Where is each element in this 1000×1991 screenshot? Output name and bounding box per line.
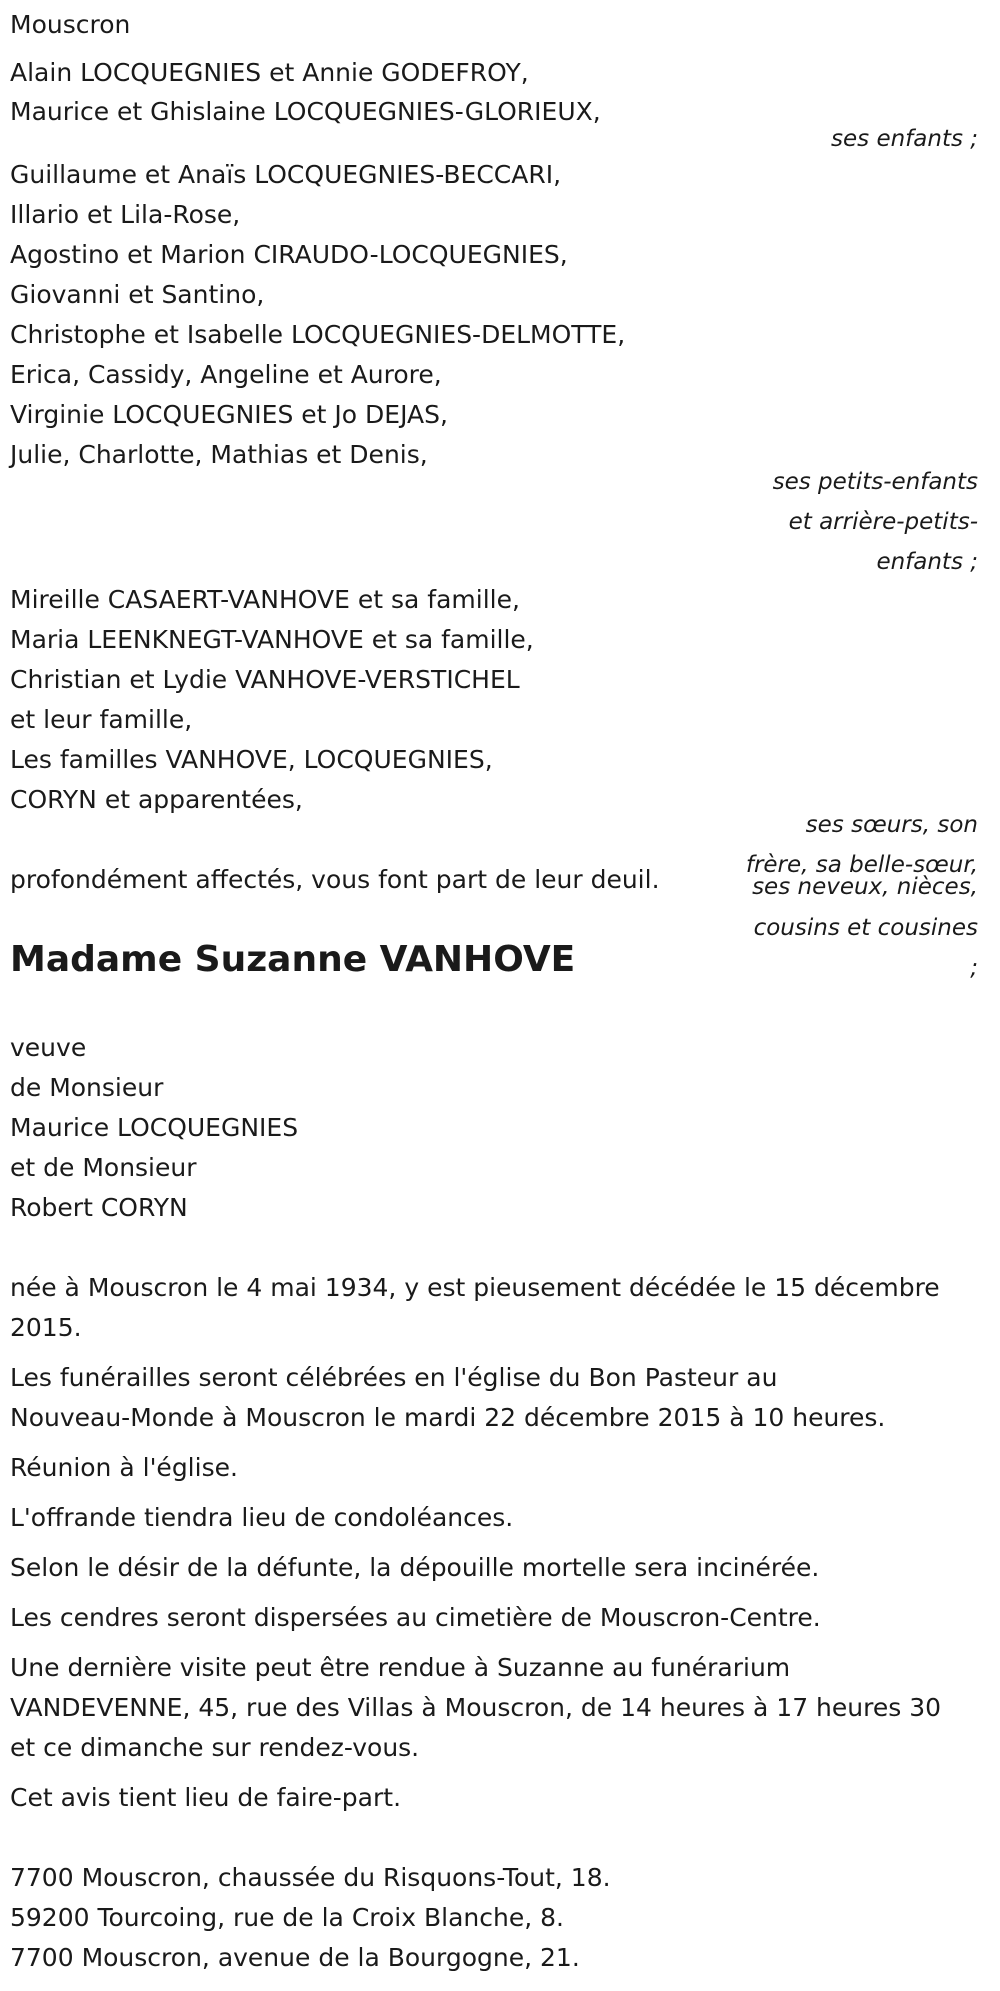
ashes-line: Les cendres seront dispersées au cimetière de Mouscron-Centre. bbox=[10, 1603, 821, 1632]
widow-line: Robert CORYN bbox=[10, 1193, 188, 1222]
birth-line: née à Mouscron le 4 mai 1934, y est pieusement décédée le 15 décembre bbox=[10, 1273, 940, 1302]
sibling-line: Maria LEENKNEGT-VANHOVE et sa famille, bbox=[10, 625, 534, 654]
sibling-line: Mireille CASAERT-VANHOVE et sa famille, bbox=[10, 585, 520, 614]
widow-line: veuve bbox=[10, 1033, 87, 1062]
sibling-line: Christian et Lydie VANHOVE-VERSTICHEL bbox=[10, 665, 520, 694]
grandchild-line: Guillaume et Anaïs LOCQUEGNIES-BECCARI, bbox=[10, 160, 562, 189]
child-line: Alain LOCQUEGNIES et Annie GODEFROY, bbox=[10, 58, 529, 87]
reunion-line: Réunion à l'église. bbox=[10, 1453, 238, 1482]
siblings-role: ses neveux, nièces, bbox=[752, 874, 978, 900]
grandchild-line: Agostino et Marion CIRAUDO-LOCQUEGNIES, bbox=[10, 240, 568, 269]
grandchild-line: Erica, Cassidy, Angeline et Aurore, bbox=[10, 360, 442, 389]
siblings-role: ses sœurs, son bbox=[805, 812, 978, 838]
grandchild-line: Virginie LOCQUEGNIES et Jo DEJAS, bbox=[10, 400, 448, 429]
grandchild-line: Christophe et Isabelle LOCQUEGNIES-DELMOTTE, bbox=[10, 320, 626, 349]
visit-line: VANDEVENNE, 45, rue des Villas à Mouscron, de 14 heures à 17 heures 30 bbox=[10, 1693, 942, 1722]
deceased-name: Madame Suzanne VANHOVE bbox=[10, 939, 576, 980]
grandchild-line: Julie, Charlotte, Mathias et Denis, bbox=[10, 440, 428, 469]
children-role: ses enfants ; bbox=[831, 126, 978, 152]
sibling-line: Les familles VANHOVE, LOCQUEGNIES, bbox=[10, 745, 493, 774]
siblings-role: frère, sa belle-sœur, bbox=[745, 852, 978, 878]
funeral-line: Les funérailles seront célébrées en l'église du Bon Pasteur au bbox=[10, 1363, 778, 1392]
sibling-line: CORYN et apparentées, bbox=[10, 785, 303, 814]
cremation-line: Selon le désir de la défunte, la dépouille mortelle sera incinérée. bbox=[10, 1553, 820, 1582]
grandchildren-role: ses petits-enfants bbox=[772, 469, 978, 495]
funeral-line: Nouveau-Monde à Mouscron le mardi 22 décembre 2015 à 10 heures. bbox=[10, 1403, 886, 1432]
widow-line: Maurice LOCQUEGNIES bbox=[10, 1113, 299, 1142]
notice-line: Cet avis tient lieu de faire-part. bbox=[10, 1783, 402, 1812]
widow-line: et de Monsieur bbox=[10, 1153, 197, 1182]
address-line: 59200 Tourcoing, rue de la Croix Blanche, 8. bbox=[10, 1903, 564, 1932]
visit-line: Une dernière visite peut être rendue à Suzanne au funérarium bbox=[10, 1653, 791, 1682]
sibling-line: et leur famille, bbox=[10, 705, 193, 734]
grandchildren-role: et arrière-petits- bbox=[788, 509, 978, 535]
siblings-role: cousins et cousines bbox=[753, 915, 978, 941]
announcement: profondément affectés, vous font part de leur deuil. bbox=[10, 865, 660, 894]
visit-line: et ce dimanche sur rendez-vous. bbox=[10, 1733, 420, 1762]
child-line: Maurice et Ghislaine LOCQUEGNIES-GLORIEUX, bbox=[10, 97, 601, 126]
siblings-role: ; bbox=[970, 955, 978, 981]
address-line: 7700 Mouscron, avenue de la Bourgogne, 21. bbox=[10, 1943, 580, 1972]
grandchildren-role: enfants ; bbox=[876, 549, 978, 575]
birth-line: 2015. bbox=[10, 1313, 82, 1342]
offering-line: L'offrande tiendra lieu de condoléances. bbox=[10, 1503, 514, 1532]
widow-line: de Monsieur bbox=[10, 1073, 164, 1102]
address-line: 7700 Mouscron, chaussée du Risquons-Tout, 18. bbox=[10, 1863, 611, 1892]
grandchild-line: Illario et Lila-Rose, bbox=[10, 200, 241, 229]
grandchild-line: Giovanni et Santino, bbox=[10, 280, 265, 309]
city-heading: Mouscron bbox=[10, 10, 131, 39]
